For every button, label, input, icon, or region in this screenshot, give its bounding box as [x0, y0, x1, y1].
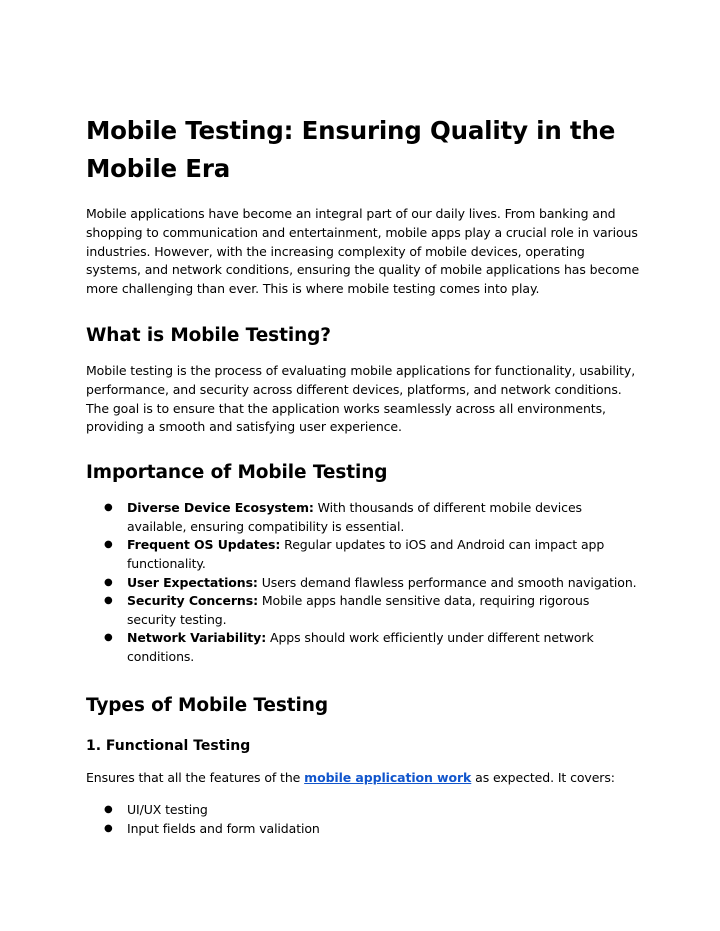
list-item-text: Input fields and form validation — [127, 820, 320, 836]
importance-heading: Importance of Mobile Testing — [86, 462, 388, 484]
list-item-term: Diverse Device Ecosystem: — [127, 500, 314, 516]
list-item-term: Frequent OS Updates: — [127, 537, 281, 553]
list-item — [86, 536, 641, 573]
list-item — [86, 820, 641, 839]
what-is-heading: What is Mobile Testing? — [86, 324, 331, 346]
list-item — [86, 499, 641, 536]
list-item-term: Security Concerns: — [127, 593, 258, 609]
list-item-text: Mobile apps handle sensitive data, requiring rigorous security testing. — [127, 593, 590, 627]
functional-testing-heading: 1. Functional Testing — [86, 737, 251, 754]
document-page — [86, 112, 641, 839]
list-item-text: Users demand flawless performance and smooth navigation. — [257, 574, 637, 590]
bullet-icon: ● — [104, 539, 113, 551]
functional-list — [86, 801, 641, 838]
importance-list — [86, 499, 641, 666]
bullet-icon: ● — [104, 595, 113, 607]
list-item-text: With thousands of different mobile devices available, ensuring compatibility is essential. — [127, 500, 582, 534]
list-item — [86, 574, 641, 593]
what-is-paragraph: Mobile testing is the process of evaluating mobile applications for functionality, usability, performance, and security across different devices, platforms, and network conditions. The goal is to ensure that the application works seamlessly across all environments, providing a smooth and satisfying user experience. — [86, 362, 636, 435]
list-item — [86, 629, 641, 666]
intro-paragraph: Mobile applications have become an integral part of our daily lives. From banking and shopping to communication and entertainment, mobile apps play a crucial role in various industries. However, with the increasing complexity of mobile devices, operating systems, and network conditions, ensuring the quality of mobile applications has become more challenging than ever. This is where mobile testing comes into play. — [86, 206, 640, 297]
list-item-text: Regular updates to iOS and Android can impact app functionality. — [127, 537, 605, 571]
list-item — [86, 801, 641, 820]
list-item-text: UI/UX testing — [127, 802, 208, 818]
functional-text-after: as expected. It covers: — [471, 769, 615, 785]
mobile-application-link[interactable]: mobile application work — [304, 769, 472, 785]
list-item-term: User Expectations: — [127, 574, 258, 590]
types-heading: Types of Mobile Testing — [86, 694, 328, 716]
functional-testing-paragraph — [86, 769, 641, 788]
list-item-text: Apps should work efficiently under different network conditions. — [127, 630, 594, 664]
bullet-icon: ● — [104, 632, 113, 644]
bullet-icon: ● — [104, 822, 113, 834]
functional-text-before: Ensures that all the features of the — [86, 769, 305, 785]
list-item — [86, 592, 641, 629]
document-title: Mobile Testing: Ensuring Quality in the Mobile Era — [86, 116, 616, 183]
bullet-icon: ● — [104, 502, 113, 514]
bullet-icon: ● — [104, 576, 113, 588]
bullet-icon: ● — [104, 804, 113, 816]
list-item-term: Network Variability: — [127, 630, 267, 646]
